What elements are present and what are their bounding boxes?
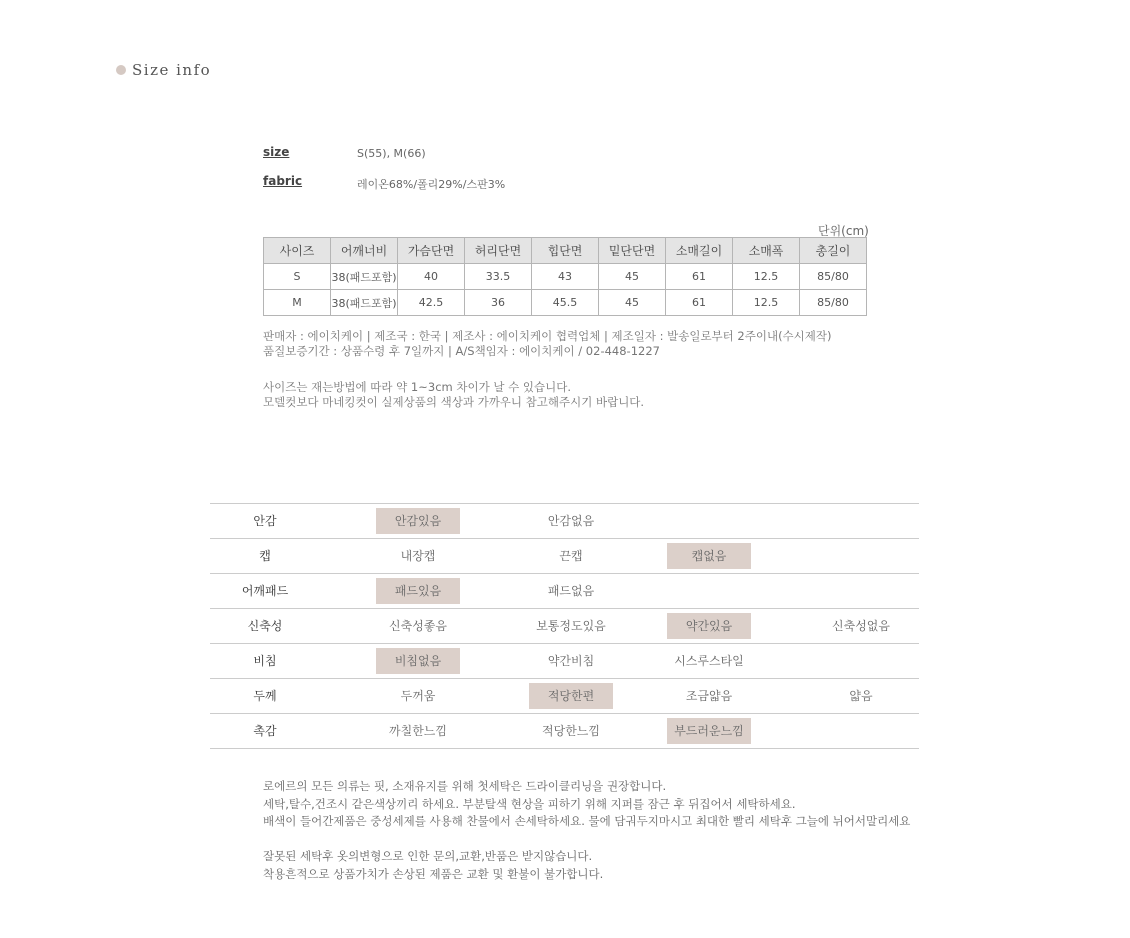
table-cell: 85/80 [800, 290, 867, 316]
header-hem: 밑단단면 [599, 238, 666, 264]
fabric-label: fabric [263, 174, 303, 188]
header-waist: 허리단면 [465, 238, 532, 264]
table-cell: 36 [465, 290, 532, 316]
table-cell: 85/80 [800, 264, 867, 290]
header-sleeve-length: 소매길이 [666, 238, 733, 264]
header-sleeve-width: 소매폭 [733, 238, 800, 264]
attribute-row [210, 678, 919, 713]
table-cell: 43 [532, 264, 599, 290]
header-hip: 힙단면 [532, 238, 599, 264]
table-cell: 12.5 [733, 264, 800, 290]
section-title [116, 59, 211, 81]
attribute-row [210, 538, 919, 573]
size-label: size [263, 145, 290, 159]
section-title-text: Size info [132, 61, 212, 79]
attribute-row [210, 503, 919, 538]
attribute-option-selected: 비침없음 [376, 648, 460, 674]
care-line-5: 착용흔적으로 상품가치가 손상된 제품은 교환 및 환불이 불가합니다. [263, 867, 604, 881]
attribute-option: 신축성좋음 [389, 619, 447, 633]
attribute-option: 내장캡 [400, 549, 436, 563]
measure-notice-line-1: 사이즈는 재는방법에 따라 약 1~3cm 차이가 날 수 있습니다. [263, 380, 571, 394]
table-cell: 33.5 [465, 264, 532, 290]
attribute-option-selected: 부드러운느낌 [667, 718, 751, 744]
size-value: S(55), M(66) [357, 147, 426, 160]
table-cell: S [264, 264, 331, 290]
attribute-option: 약간비침 [547, 654, 595, 668]
size-table-header-row [264, 238, 867, 264]
attribute-option: 적당한느낌 [542, 724, 600, 738]
header-total-length: 총길이 [800, 238, 867, 264]
care-line-4: 잘못된 세탁후 옷의변형으로 인한 문의,교환,반품은 받지않습니다. [263, 849, 593, 863]
seller-info-line-1: 판매자 : 에이치케이 | 제조국 : 한국 | 제조사 : 에이치케이 협력업체 | 제조일자 : 발송일로부터 2주이내(수시제작) [263, 329, 832, 343]
attribute-table [210, 503, 919, 749]
table-cell: 40 [398, 264, 465, 290]
seller-info-line-2: 품질보증기간 : 상품수령 후 7일까지 | A/S책임자 : 에이치케이 / 02-448-1227 [263, 344, 660, 358]
header-chest: 가슴단면 [398, 238, 465, 264]
table-cell: 38(패드포함) [331, 264, 398, 290]
bullet-dot-icon [116, 65, 126, 75]
attribute-row [210, 608, 919, 643]
measure-notice-line-2: 모델컷보다 마네킹컷이 실제상품의 색상과 가까우니 참고해주시기 바랍니다. [263, 395, 645, 409]
table-cell: 61 [666, 290, 733, 316]
table-cell: 45.5 [532, 290, 599, 316]
attribute-option: 시스루스타일 [674, 654, 744, 668]
attribute-option: 두꺼움 [400, 689, 436, 703]
attribute-option-selected: 약간있음 [667, 613, 751, 639]
attribute-option: 안감없음 [547, 514, 595, 528]
care-line-3: 배색이 들어간제품은 중성세제를 사용해 찬물에서 손세탁하세요. 물에 담궈두지마시고 최대한 빨리 세탁후 그늘에 뉘어서말리세요 [263, 814, 911, 828]
attribute-row [210, 643, 919, 678]
attribute-label: 비침 [253, 654, 277, 668]
unit-label: 단위(cm) [818, 224, 869, 238]
care-line-1: 로에르의 모든 의류는 핏, 소재유지를 위해 첫세탁은 드라이클리닝을 권장합니다. [263, 779, 667, 793]
attribute-label: 안감 [253, 514, 277, 528]
attribute-option: 패드없음 [547, 584, 595, 598]
fabric-value: 레이온68%/폴리29%/스판3% [357, 178, 506, 191]
header-shoulder: 어깨너비 [331, 238, 398, 264]
table-cell: 42.5 [398, 290, 465, 316]
attribute-option-selected: 캡없음 [667, 543, 751, 569]
attribute-option: 조금얇음 [685, 689, 733, 703]
size-table [263, 237, 867, 316]
header-size: 사이즈 [264, 238, 331, 264]
attribute-label: 촉감 [253, 724, 277, 738]
attribute-option: 얇음 [849, 689, 873, 703]
attribute-label: 신축성 [247, 619, 283, 633]
table-row [264, 290, 867, 316]
attribute-row [210, 573, 919, 608]
table-cell: 12.5 [733, 290, 800, 316]
attribute-option: 끈캡 [559, 549, 583, 563]
table-cell: 61 [666, 264, 733, 290]
attribute-option: 보통정도있음 [536, 619, 606, 633]
attribute-label: 두께 [253, 689, 277, 703]
attribute-label: 캡 [259, 549, 271, 563]
table-cell: 38(패드포함) [331, 290, 398, 316]
table-cell: 45 [599, 264, 666, 290]
table-cell: 45 [599, 290, 666, 316]
care-line-2: 세탁,탈수,건조시 같은색상끼리 하세요. 부분탈색 현상을 피하기 위해 지퍼를 잠근 후 뒤집어서 세탁하세요. [263, 797, 796, 811]
attribute-option: 신축성없음 [832, 619, 890, 633]
attribute-option-selected: 안감있음 [376, 508, 460, 534]
attribute-option-selected: 패드있음 [376, 578, 460, 604]
attribute-option: 까칠한느낌 [389, 724, 447, 738]
table-row [264, 264, 867, 290]
attribute-label: 어깨패드 [241, 584, 289, 598]
attribute-row [210, 713, 919, 749]
attribute-option-selected: 적당한편 [529, 683, 613, 709]
table-cell: M [264, 290, 331, 316]
